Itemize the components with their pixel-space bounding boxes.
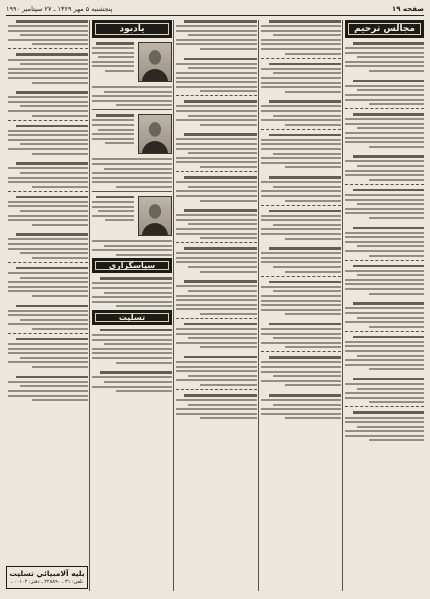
section-title-majalis: مجالس ترحيم: [345, 20, 424, 38]
notice-text: [261, 20, 341, 419]
column-rule: [258, 20, 259, 591]
column-remembrance: [92, 20, 172, 591]
section-title-sepasgozari: سپاسگزاري: [92, 258, 172, 273]
column-rule: [173, 20, 174, 591]
portrait-photo: [138, 42, 172, 82]
notice-text: [92, 158, 172, 188]
condolence-subtitle: تلفن: ۳۱ ـ ۲۲۸۸۹۰ ـ دفتر: ۰۰۱۰۲ ـ: [10, 579, 84, 585]
notice-text: [92, 86, 172, 106]
column-notices-2: [261, 20, 341, 591]
portrait-photo: [138, 196, 172, 236]
notice-text: [176, 20, 257, 419]
portrait-photo: [138, 114, 172, 154]
column-memorials: [345, 20, 424, 591]
column-notices-5: [8, 20, 88, 555]
remembrance-item: [92, 114, 172, 154]
column-rule: [342, 20, 343, 591]
remembrance-item: [92, 196, 172, 236]
condolence-title: بليه آلامبيائي تسليت: [9, 569, 85, 578]
page-header: [6, 3, 424, 16]
notice-text: [92, 240, 172, 256]
notice-text: [345, 42, 424, 441]
column-rule: [89, 20, 90, 591]
section-title-yadbood: يادبود: [92, 20, 172, 38]
notice-text: [92, 329, 172, 392]
remembrance-item: [92, 42, 172, 82]
page-number: صفحه ۱۹: [391, 5, 424, 13]
issue-date: پنجشنبه ۵ مهر ۱۳۶۹ ـ ۲۷ سپتامبر ۱۹۹۰: [6, 5, 113, 13]
section-title-tasliat: تسليت: [92, 310, 172, 325]
column-notices-3: [176, 20, 257, 591]
notice-text: [8, 20, 88, 401]
notice-text: [92, 277, 172, 307]
condolence-box: [6, 566, 88, 589]
